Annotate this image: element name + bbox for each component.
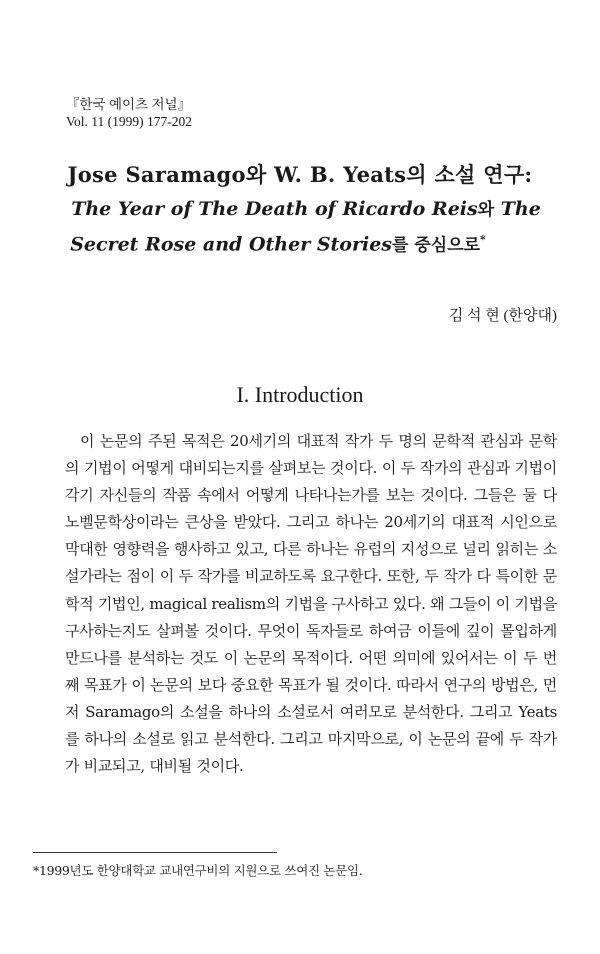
subtitle-work2-rest: Secret Rose and Other Stories <box>70 233 392 256</box>
journal-header <box>66 96 192 130</box>
footnote-divider <box>33 852 277 853</box>
paper-title: Jose Saramago와 W. B. Yeats의 소설 연구: <box>67 162 533 187</box>
paper-subtitle-line1 <box>0 194 600 225</box>
journal-name: 『한국 예이츠 저널』 <box>66 97 192 112</box>
author-line: 김 석 현 (한양대) <box>448 308 557 324</box>
footnote: *1999년도 한양대학교 교내연구비의 지원으로 쓰여진 논문임. <box>33 863 363 878</box>
title-block <box>0 160 600 260</box>
subtitle-work2-start: The <box>500 198 541 220</box>
paper-subtitle-line2 <box>0 225 600 260</box>
section-heading: I. Introduction <box>236 382 364 407</box>
subtitle-focus: 를 중심으로 <box>392 235 481 256</box>
body-paragraph: 이 논문의 주된 목적은 20세기의 대표적 작가 두 명의 문학적 관심과 문학의 기법이 어떻게 대비되는지를 살펴보는 것이다. 이 두 작가의 관심과 기법이 각기 자신들의 작품 속에서 어떻게 나타나는가를 보는 것이다. 그들은 둘 다 노벨문학상이라는 큰상을 받았다. 그리고 하나는 20세기의 대표적 시인으로 막대한 영향력을 행사하고 있고, 다른 하나는 유럽의 지성으로 널리 읽히는 소설가라는 점이 이 두 작가를 비교하도록 요구한다. 또한, 두 작가 다 특이한 문학적 기법인, magical realism의 기법을 구사하고 있다. 왜 그들이 이 기법을 구사하는지도 살펴볼 것이다. 무엇이 독자들로 하여금 이들에 깊이 몰입하게 만드나를 분석하는 것도 이 논문의 목적이다. 어떤 의미에 있어서는 이 두 번째 목표가 이 논문의 보다 중요한 목표가 될 것이다. 따라서 연구의 방법은, 먼저 Saramago의 소설을 하나의 소설로서 여러모로 분석한다. 그리고 Yeats를 하나의 소설로 읽고 분석한다. 그리고 마지막으로, 이 논문의 끝에 두 작가가 비교되고, 대비될 것이다. <box>65 432 558 776</box>
subtitle-work1: The Year of The Death of Ricardo Reis <box>71 198 478 220</box>
title-footnote-marker[interactable]: * <box>480 233 486 246</box>
subtitle-connector: 와 <box>477 200 495 220</box>
journal-volume: Vol. 11 (1999) 177-202 <box>66 114 192 129</box>
